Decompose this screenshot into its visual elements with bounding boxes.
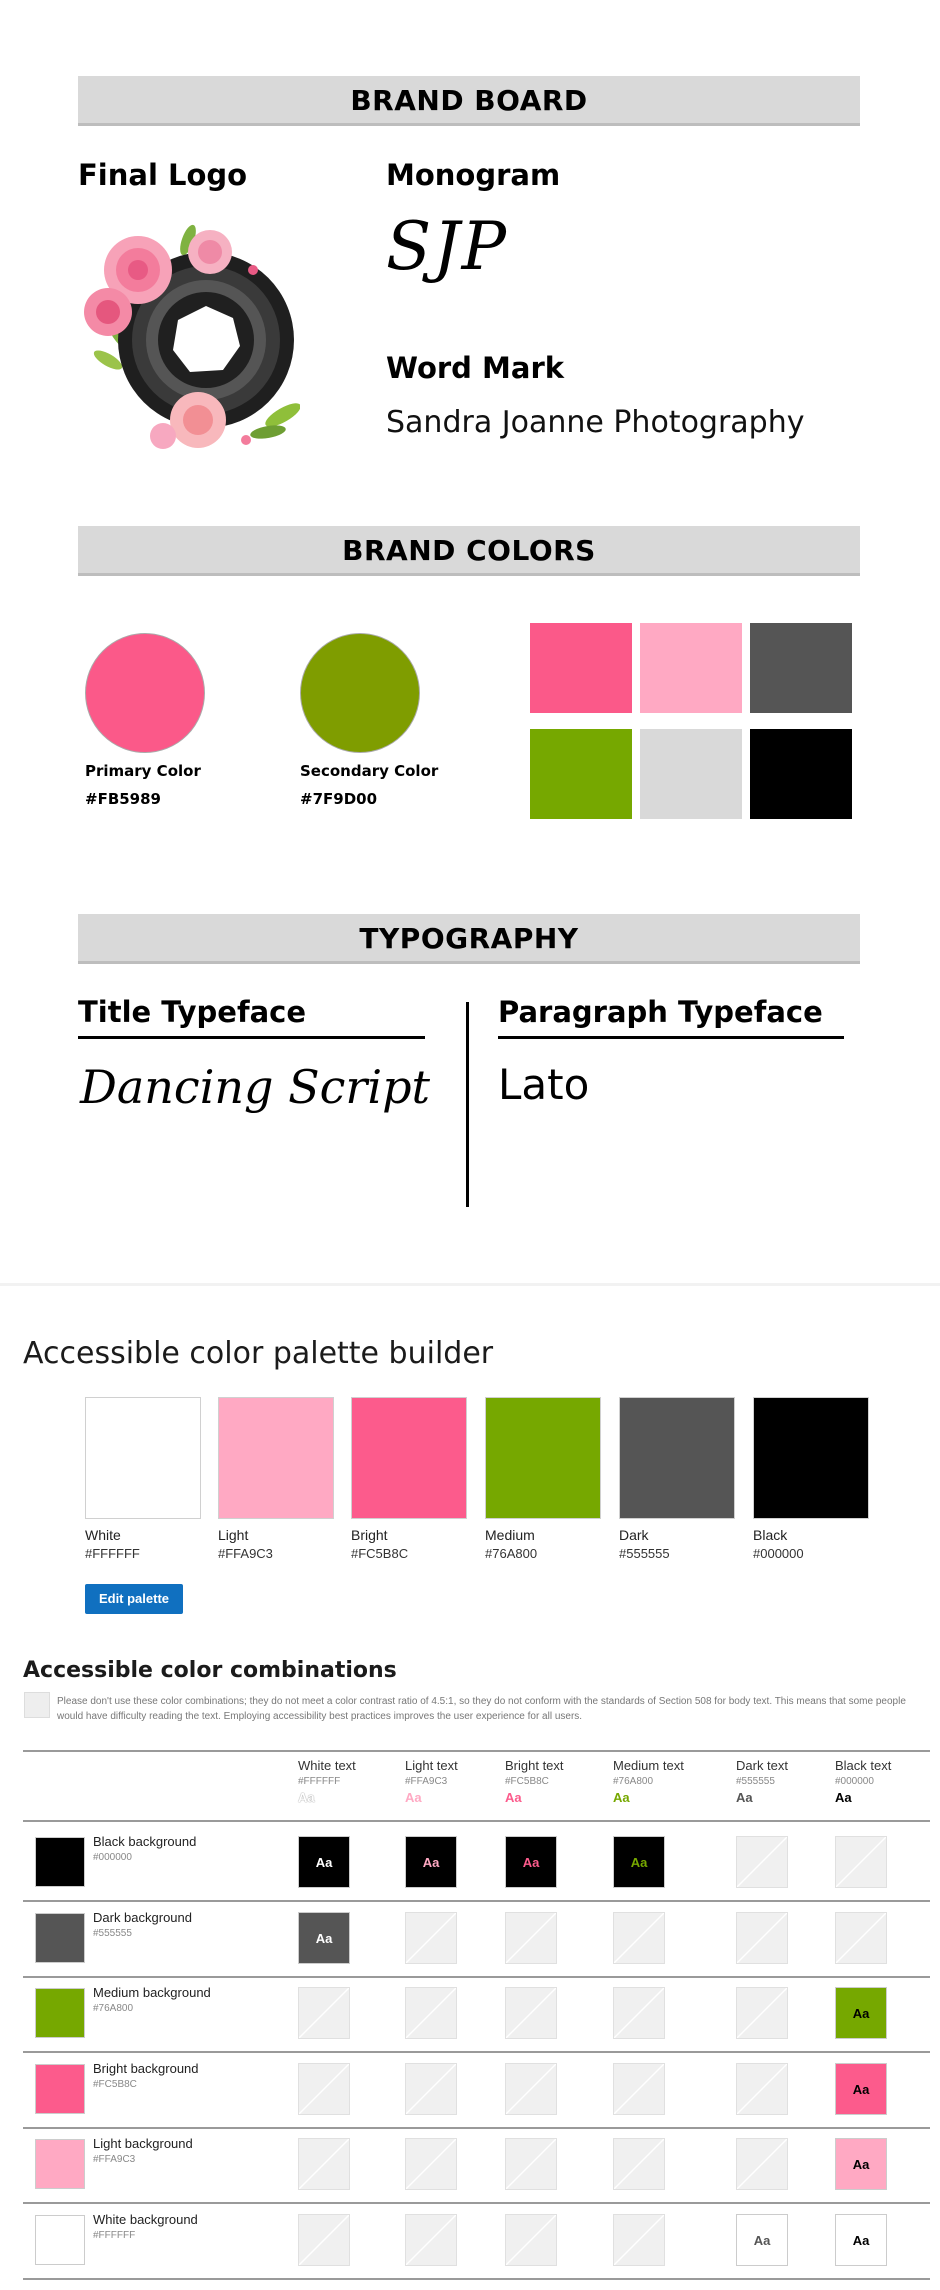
row-color-swatch [35, 1913, 85, 1963]
disabled-combination-cell [736, 1836, 788, 1888]
row-label: Light background [93, 2136, 193, 2151]
row-label: Bright background [93, 2061, 199, 2076]
disabled-combination-cell [505, 2063, 557, 2115]
row-hex: #555555 [93, 1928, 132, 1939]
column-header: Bright text [505, 1758, 564, 1773]
palette-swatch[interactable] [619, 1397, 735, 1519]
row-color-swatch [35, 1837, 85, 1887]
table-rule [23, 1900, 930, 1902]
color-grid-swatch [530, 729, 632, 819]
monogram: SJP [386, 208, 509, 285]
disabled-combination-cell [405, 1987, 457, 2039]
contrast-sample-cell: Aa [405, 1836, 457, 1888]
column-hex: #FFFFFF [298, 1776, 341, 1787]
row-hex: #76A800 [93, 2003, 134, 2014]
paragraph-typeface-sample: Lato [498, 1060, 590, 1109]
combinations-title: Accessible color combinations [23, 1658, 397, 1683]
table-rule [23, 2051, 930, 2053]
color-grid-swatch [530, 623, 632, 713]
column-sample: Aa [505, 1790, 522, 1805]
disabled-combination-cell [613, 1987, 665, 2039]
contrast-sample-cell: Aa [298, 1836, 350, 1888]
contrast-sample-cell: Aa [613, 1836, 665, 1888]
column-hex: #000000 [835, 1776, 874, 1787]
notice-swatch [24, 1692, 50, 1718]
disabled-combination-cell [736, 1987, 788, 2039]
palette-swatch-name: Bright [351, 1527, 388, 1543]
contrast-sample-cell: Aa [835, 2138, 887, 2190]
final-logo-label: Final Logo [78, 158, 248, 192]
palette-swatch-hex: #FFA9C3 [218, 1546, 273, 1561]
column-header: Dark text [736, 1758, 789, 1773]
row-hex: #FFFFFF [93, 2230, 136, 2241]
primary-color-swatch [85, 633, 205, 753]
contrast-sample-cell: Aa [835, 2063, 887, 2115]
title-typeface-sample: Dancing Script [80, 1060, 431, 1114]
column-header: Medium text [613, 1758, 684, 1773]
disabled-combination-cell [298, 2214, 350, 2266]
camera-flower-logo [78, 210, 300, 450]
palette-swatch-hex: #555555 [619, 1546, 670, 1561]
title-typeface-rule [78, 1036, 425, 1039]
color-grid-swatch [640, 729, 742, 819]
section-divider [0, 1283, 940, 1286]
word-mark-label: Word Mark [386, 351, 565, 385]
title-typeface-label: Title Typeface [78, 995, 307, 1029]
row-hex: #000000 [93, 1852, 132, 1863]
palette-swatch-hex: #76A800 [485, 1546, 538, 1561]
disabled-combination-cell [298, 2063, 350, 2115]
palette-swatch-name: Black [753, 1527, 788, 1543]
disabled-combination-cell [298, 2138, 350, 2190]
typography-header: TYPOGRAPHY [78, 914, 860, 964]
disabled-combination-cell [505, 2214, 557, 2266]
primary-color-hex: #FB5989 [85, 790, 161, 808]
brand-board-header: BRAND BOARD [78, 76, 860, 126]
contrast-sample-cell: Aa [835, 2214, 887, 2266]
row-label: Dark background [93, 1910, 192, 1925]
disabled-combination-cell [505, 2138, 557, 2190]
secondary-color-label: Secondary Color [300, 762, 439, 780]
paragraph-typeface-rule [498, 1036, 844, 1039]
contrast-notice: Please don't use these color combinations; they do not meet a color contrast ratio of 4.5:1, so they do not conform with the standards of Section 508 for body text. This means that some people would have difficulty reading the text. Employing accessibility best practices improves the user experience for all users. [57, 1696, 906, 1722]
column-sample: Aa [298, 1790, 315, 1805]
row-color-swatch [35, 2215, 85, 2265]
disabled-combination-cell [835, 1836, 887, 1888]
monogram-label: Monogram [386, 158, 561, 192]
palette-swatch[interactable] [753, 1397, 869, 1519]
row-label: White background [93, 2212, 198, 2227]
row-hex: #FFA9C3 [93, 2154, 136, 2165]
row-label: Medium background [93, 1985, 211, 2000]
word-mark: Sandra Joanne Photography [386, 405, 805, 440]
secondary-color-hex: #7F9D00 [300, 790, 378, 808]
column-sample: Aa [736, 1790, 753, 1805]
paragraph-typeface-label: Paragraph Typeface [498, 995, 823, 1029]
palette-swatch[interactable] [218, 1397, 334, 1519]
disabled-combination-cell [298, 1987, 350, 2039]
palette-swatch[interactable] [85, 1397, 201, 1519]
column-header: Light text [405, 1758, 458, 1773]
row-hex: #FC5B8C [93, 2079, 137, 2090]
disabled-combination-cell [736, 2063, 788, 2115]
palette-swatch-hex: #000000 [753, 1546, 804, 1561]
typography-divider [466, 1002, 469, 1207]
column-hex: #FFA9C3 [405, 1776, 448, 1787]
row-color-swatch [35, 1988, 85, 2038]
primary-color-label: Primary Color [85, 762, 201, 780]
secondary-color-swatch [300, 633, 420, 753]
column-hex: #FC5B8C [505, 1776, 549, 1787]
disabled-combination-cell [405, 1912, 457, 1964]
disabled-combination-cell [613, 2063, 665, 2115]
brand-colors-header: BRAND COLORS [78, 526, 860, 576]
table-rule [23, 2202, 930, 2204]
column-sample: Aa [613, 1790, 630, 1805]
palette-swatch-hex: #FFFFFF [85, 1546, 140, 1561]
disabled-combination-cell [405, 2214, 457, 2266]
column-sample: Aa [405, 1790, 422, 1805]
contrast-sample-cell: Aa [298, 1912, 350, 1964]
color-grid-swatch [750, 623, 852, 713]
disabled-combination-cell [835, 1912, 887, 1964]
column-sample: Aa [835, 1790, 852, 1805]
palette-swatch-name: Medium [485, 1527, 535, 1543]
palette-swatch[interactable] [485, 1397, 601, 1519]
disabled-combination-cell [405, 2138, 457, 2190]
palette-swatch[interactable] [351, 1397, 467, 1519]
disabled-combination-cell [736, 2138, 788, 2190]
column-hex: #76A800 [613, 1776, 654, 1787]
palette-swatch-name: Dark [619, 1527, 649, 1543]
disabled-combination-cell [505, 1987, 557, 2039]
column-header: White text [298, 1758, 356, 1773]
color-grid-swatch [750, 729, 852, 819]
palette-swatch-hex: #FC5B8C [351, 1546, 409, 1561]
color-grid-swatch [640, 623, 742, 713]
row-color-swatch [35, 2064, 85, 2114]
disabled-combination-cell [613, 2214, 665, 2266]
table-rule [23, 1750, 930, 1752]
palette-swatch-name: White [85, 1527, 121, 1543]
row-label: Black background [93, 1834, 197, 1849]
disabled-combination-cell [405, 2063, 457, 2115]
table-rule [23, 2127, 930, 2129]
palette-swatch-name: Light [218, 1527, 249, 1543]
contrast-sample-cell: Aa [736, 2214, 788, 2266]
disabled-combination-cell [613, 2138, 665, 2190]
column-header: Black text [835, 1758, 892, 1773]
table-rule [23, 1976, 930, 1978]
edit-palette-button[interactable]: Edit palette [85, 1584, 183, 1614]
disabled-combination-cell [736, 1912, 788, 1964]
column-hex: #555555 [736, 1776, 775, 1787]
disabled-combination-cell [505, 1912, 557, 1964]
contrast-sample-cell: Aa [835, 1987, 887, 2039]
table-rule [23, 2278, 930, 2280]
disabled-combination-cell [613, 1912, 665, 1964]
row-color-swatch [35, 2139, 85, 2189]
contrast-sample-cell: Aa [505, 1836, 557, 1888]
table-rule [23, 1820, 930, 1822]
palette-builder-title: Accessible color palette builder [23, 1336, 494, 1371]
